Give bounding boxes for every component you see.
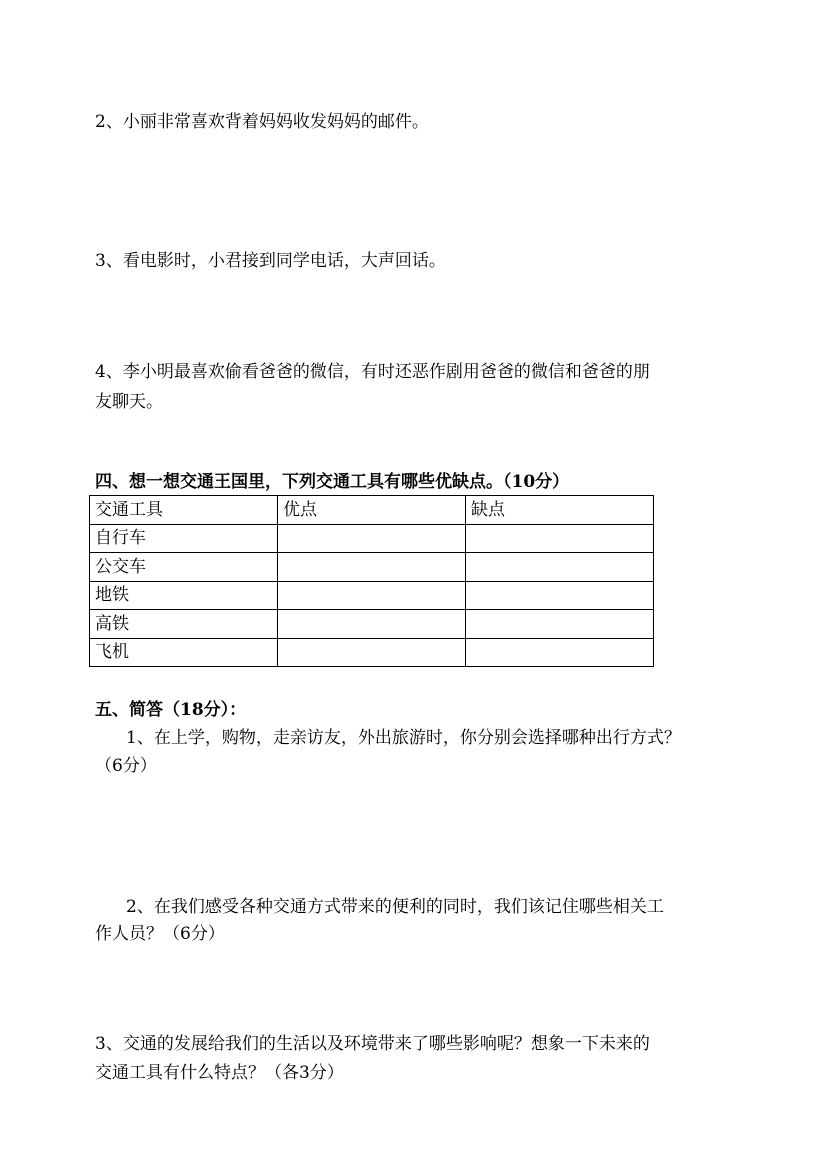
question-3: 3、看电影时，小君接到同学电话，大声回话。 (95, 251, 446, 271)
vehicle-cell: 地铁 (90, 581, 278, 610)
vehicle-table (89, 495, 654, 667)
table-header: 优点 (278, 496, 466, 525)
section-5-heading: 五、简答（18分）： (95, 700, 247, 720)
cons-cell[interactable] (466, 581, 654, 610)
vehicle-cell: 飞机 (90, 638, 278, 667)
short-answer-3-line1: 3、交通的发展给我们的生活以及环境带来了哪些影响呢？想象一下未来的 (95, 1034, 650, 1054)
table-row (90, 553, 654, 582)
short-answer-1-line2: （6分） (95, 756, 157, 776)
cons-cell[interactable] (466, 638, 654, 667)
table-row (90, 581, 654, 610)
vehicle-cell: 自行车 (90, 524, 278, 553)
table-header-row (90, 496, 654, 525)
vehicle-cell: 公交车 (90, 553, 278, 582)
question-4-line2: 友聊天。 (95, 392, 163, 412)
pros-cell[interactable] (278, 553, 466, 582)
question-4-line1: 4、李小明最喜欢偷看爸爸的微信，有时还恶作剧用爸爸的微信和爸爸的朋 (95, 362, 650, 382)
table-row (90, 610, 654, 639)
short-answer-1-line1: 1、在上学，购物，走亲访友，外出旅游时，你分别会选择哪种出行方式？ (126, 728, 681, 748)
section-4-heading: 四、想一想交通王国里，下列交通工具有哪些优缺点。（10分） (95, 472, 570, 492)
short-answer-2-line1: 2、在我们感受各种交通方式带来的便利的同时，我们该记住哪些相关工 (126, 897, 664, 917)
table-header: 交通工具 (90, 496, 278, 525)
pros-cell[interactable] (278, 581, 466, 610)
cons-cell[interactable] (466, 610, 654, 639)
short-answer-2-line2: 作人员？（6分） (95, 924, 225, 944)
table-header: 缺点 (466, 496, 654, 525)
question-2: 2、小丽非常喜欢背着妈妈收发妈妈的邮件。 (95, 112, 429, 132)
table-row (90, 524, 654, 553)
pros-cell[interactable] (278, 610, 466, 639)
short-answer-3-line2: 交通工具有什么特点？（各3分） (95, 1063, 344, 1083)
cons-cell[interactable] (466, 524, 654, 553)
pros-cell[interactable] (278, 524, 466, 553)
pros-cell[interactable] (278, 638, 466, 667)
table-row (90, 638, 654, 667)
cons-cell[interactable] (466, 553, 654, 582)
vehicle-cell: 高铁 (90, 610, 278, 639)
